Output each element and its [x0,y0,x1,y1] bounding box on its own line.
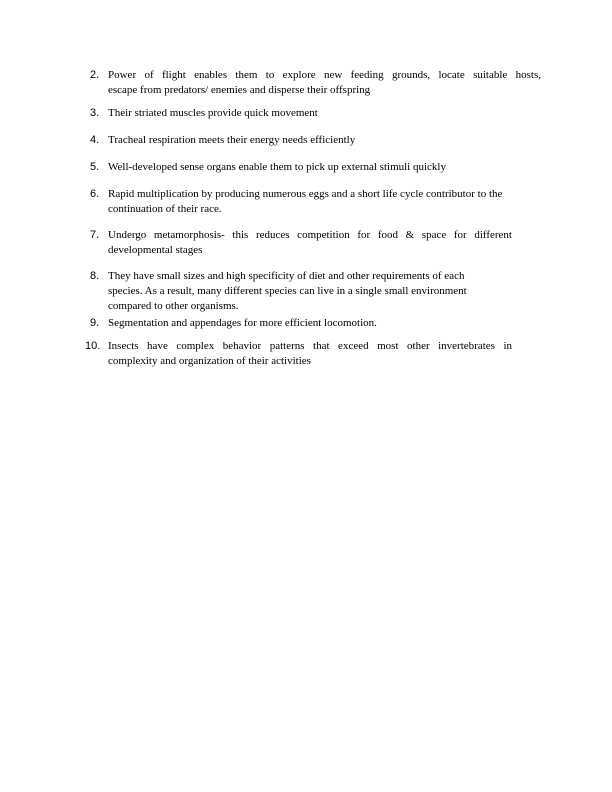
list-item-line: Power of flight enables them to explore new feeding grounds, locate suitable hosts, [108,69,541,81]
list-item-line: developmental stages [108,244,203,256]
list-item [85,160,541,175]
list-item-line: Insects have complex behavior patterns that exceed most other invertebrates in [108,340,512,352]
list-item-text [108,187,541,217]
list-item-text [108,68,541,98]
list-item-number: 10. [85,340,101,352]
list-item [85,269,541,314]
list-item-number: 5. [90,161,100,173]
list-item-line: Rapid multiplication by producing numerous eggs and a short life cycle contributor to the [108,188,503,200]
list-item-line: continuation of their race. [108,203,222,215]
list-item-text [108,269,541,314]
list-item-number: 8. [90,270,100,282]
list-item-line: Undergo metamorphosis- this reduces competition for food & space for different [108,229,512,241]
list-item-line: compared to other organisms. [108,300,239,312]
list-item-line: Their striated muscles provide quick movement [108,107,318,119]
list-item-text [108,316,541,331]
list-item [85,339,541,369]
list-item [85,68,541,98]
list-item-text [108,160,541,175]
list-item-number: 2. [90,69,100,81]
list-item [85,106,541,121]
list-item-text [108,106,541,121]
list-item-number: 4. [90,134,100,146]
list-item [85,133,541,148]
list-item-line: Segmentation and appendages for more efficient locomotion. [108,317,377,329]
numbered-list [85,68,541,369]
list-item-text [108,228,512,258]
list-item [85,228,541,258]
list-item-line: escape from predators/ enemies and disperse their offspring [108,84,371,96]
list-item [85,316,541,331]
list-item-line: complexity and organization of their activities [108,355,311,367]
list-item-number: 9. [90,317,100,329]
list-item-line: Well-developed sense organs enable them to pick up external stimuli quickly [108,161,446,173]
list-item-line: Tracheal respiration meets their energy needs efficiently [108,134,356,146]
list-item [85,187,541,217]
list-item-number: 6. [90,188,100,200]
list-item-number: 3. [90,107,100,119]
list-item-text [108,133,541,148]
list-item-number: 7. [90,229,100,241]
list-item-line: species. As a result, many different species can live in a single small environment [108,285,467,297]
list-item-text [108,339,512,369]
list-item-line: They have small sizes and high specificity of diet and other requirements of each [108,270,465,282]
